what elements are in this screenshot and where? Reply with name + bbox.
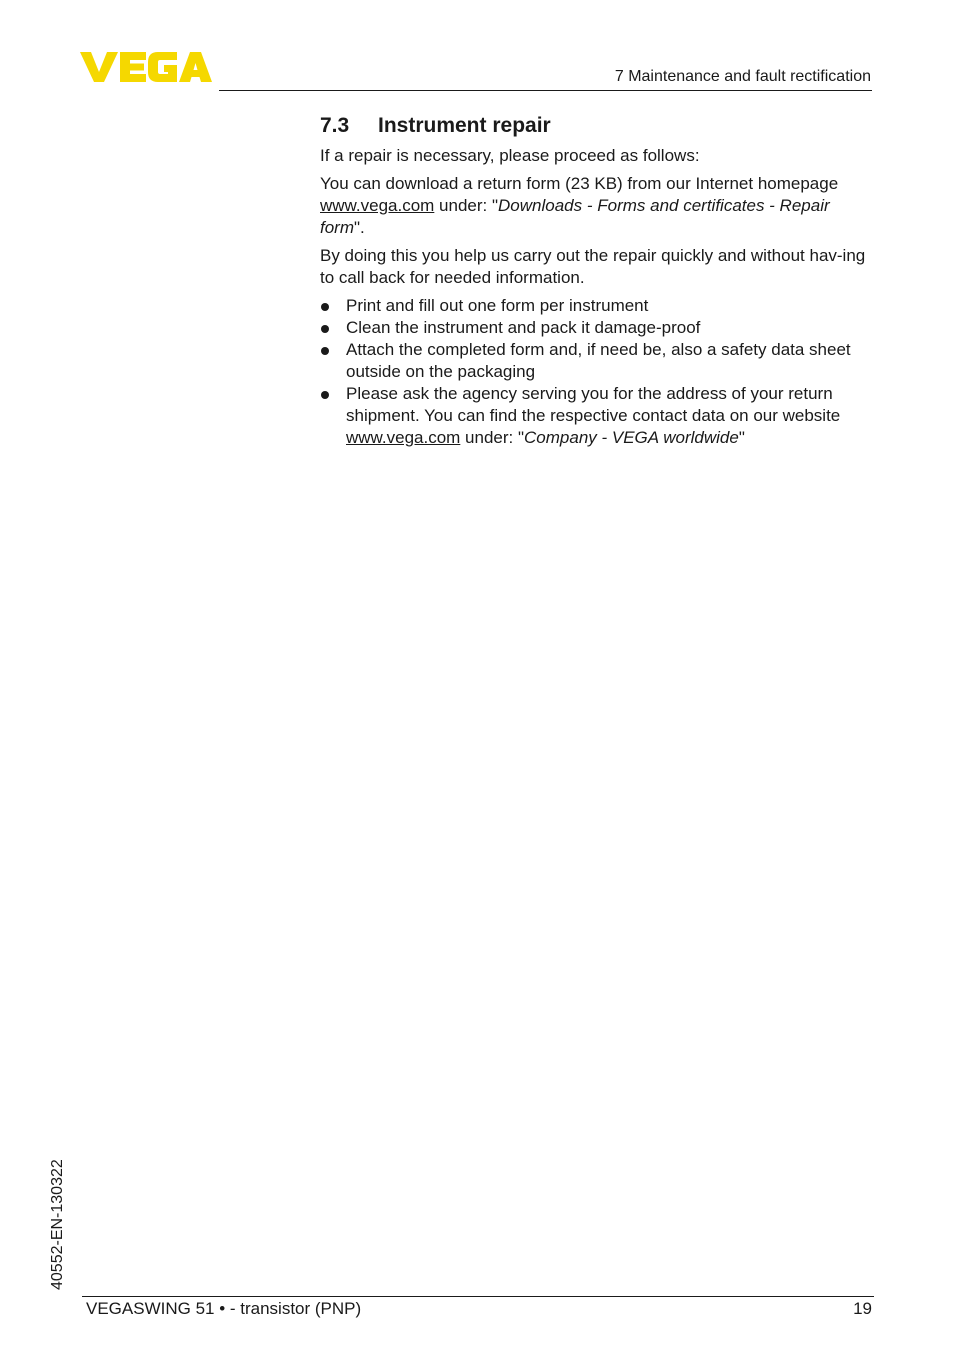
page-number: 19 — [853, 1299, 872, 1318]
instruction-list — [320, 295, 872, 449]
list-item: Print and fill out one form per instrument — [320, 295, 872, 317]
footer-product: VEGASWING 51 • - transistor (PNP) — [86, 1299, 362, 1318]
section-heading — [320, 113, 872, 139]
intro-paragraph: If a repair is necessary, please proceed as follows: — [320, 146, 700, 165]
header-divider — [219, 90, 872, 91]
section-content — [320, 113, 872, 449]
bullet-icon — [321, 325, 329, 333]
help-paragraph: By doing this you help us carry out the repair quickly and without hav-ing to call back for needed information. — [320, 246, 866, 287]
section-number: 7.3 — [320, 114, 350, 137]
chapter-title: 7 Maintenance and fault rectification — [614, 68, 871, 85]
document-code: 40552-EN-130322 — [49, 1159, 66, 1290]
download-path: Downloads - Forms and certificates - Repair form — [320, 196, 830, 237]
vega-worldwide-link[interactable]: www.vega.com — [346, 428, 461, 447]
footer-divider — [82, 1296, 874, 1297]
bullet-icon — [321, 391, 329, 399]
bullet-icon — [321, 347, 329, 355]
company-path: Company - VEGA worldwide — [524, 428, 739, 447]
list-item: Please ask the agency serving you for the address of your return shipment. You can find the respective contact data on our website www.vega.com under: "Company - VEGA worldwide" — [320, 383, 872, 449]
download-paragraph: You can download a return form (23 KB) from our Internet homepage www.vega.com under: "Downloads - Forms and certificates - Repair form". — [320, 174, 839, 237]
vega-logo — [80, 50, 212, 84]
list-item: Clean the instrument and pack it damage-proof — [320, 317, 872, 339]
section-title: Instrument repair — [378, 114, 551, 137]
list-item: Attach the completed form and, if need be, also a safety data sheet outside on the packaging — [320, 339, 872, 383]
bullet-icon — [321, 303, 329, 311]
vega-website-link[interactable]: www.vega.com — [320, 196, 435, 215]
